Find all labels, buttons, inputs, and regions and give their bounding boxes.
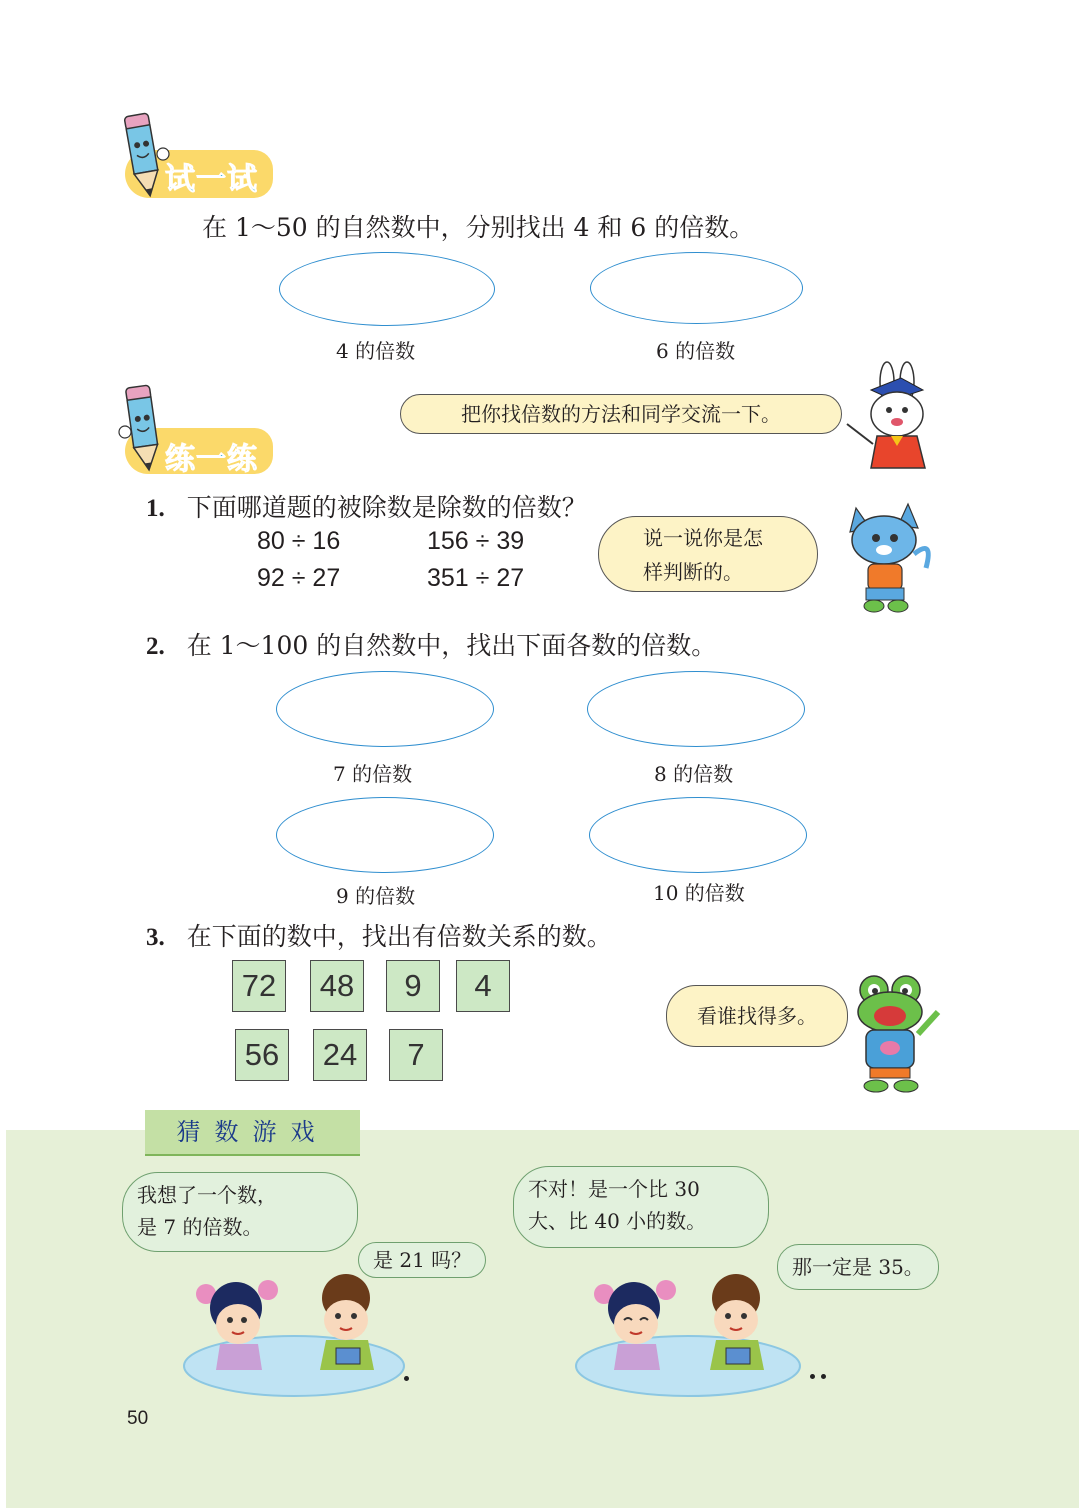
answer-ellipse-9[interactable] <box>276 797 494 873</box>
caption-multiples-9: 9 的倍数 <box>336 884 416 908</box>
cat-speech-bubble <box>598 516 818 592</box>
caption-multiples-7: 7 的倍数 <box>333 762 413 786</box>
answer-ellipse-7[interactable] <box>276 671 494 747</box>
game-label: 猜数游戏 <box>145 1110 360 1156</box>
frog-speech-text: 看谁找得多。 <box>697 1004 817 1028</box>
children-scene-left-icon <box>180 1268 420 1398</box>
children-scene-right-icon <box>570 1268 810 1398</box>
green-frog-icon <box>842 972 942 1094</box>
blue-cat-icon <box>838 498 938 616</box>
page-number: 50 <box>127 1408 149 1429</box>
question-1-text: 下面哪道题的被除数是除数的倍数？ <box>186 493 587 522</box>
number-box-9[interactable]: 9 <box>386 960 440 1012</box>
question-2-number: 2. <box>146 633 165 660</box>
girl-speech-2-line-1: 不对！是一个比 30 <box>528 1177 700 1201</box>
ellipsis-dot-right-2 <box>821 1374 826 1379</box>
expression-80-16: 80 ÷ 16 <box>257 527 341 555</box>
try-prompt: 在 1～50 的自然数中，分别找出 4 和 6 的倍数。 <box>202 213 755 242</box>
girl-speech-1-line-1: 我想了一个数， <box>137 1183 277 1207</box>
caption-multiples-4: 4 的倍数 <box>336 339 416 363</box>
rabbit-speech-bubble <box>400 394 842 434</box>
question-2 <box>146 626 716 662</box>
question-3-number: 3. <box>146 924 165 951</box>
ellipsis-dot-left <box>404 1376 409 1381</box>
answer-ellipse-10[interactable] <box>589 797 807 873</box>
answer-ellipse-8[interactable] <box>587 671 805 747</box>
girl-speech-bubble-1 <box>122 1172 358 1252</box>
caption-multiples-8: 8 的倍数 <box>654 762 734 786</box>
practice-section-badge <box>115 382 275 477</box>
cat-speech-line-1: 说一说你是怎 <box>643 526 763 550</box>
number-box-72[interactable]: 72 <box>232 960 286 1012</box>
question-1-number: 1. <box>146 495 165 522</box>
expression-351-27: 351 ÷ 27 <box>427 564 525 592</box>
ellipsis-dot-right-1 <box>810 1374 815 1379</box>
girl-speech-1-line-2: 是 7 的倍数。 <box>137 1215 263 1239</box>
expression-156-39: 156 ÷ 39 <box>427 527 525 555</box>
caption-multiples-10: 10 的倍数 <box>653 881 745 905</box>
answer-ellipse-4[interactable] <box>279 252 495 326</box>
girl-speech-bubble-2 <box>513 1166 769 1248</box>
question-1 <box>146 488 587 524</box>
cat-speech-line-2: 样判断的。 <box>643 560 743 584</box>
boy-speech-1-text: 是 21 吗？ <box>373 1248 472 1272</box>
frog-speech-bubble <box>666 985 848 1047</box>
caption-multiples-6: 6 的倍数 <box>656 339 736 363</box>
question-3-text: 在下面的数中，找出有倍数关系的数。 <box>186 922 612 951</box>
girl-speech-2-line-2: 大、比 40 小的数。 <box>528 1209 707 1233</box>
try-section-title: 试一试 <box>165 162 258 197</box>
number-box-56[interactable]: 56 <box>235 1029 289 1081</box>
try-section-badge <box>115 110 275 200</box>
rabbit-speech-text: 把你找倍数的方法和同学交流一下。 <box>461 402 781 426</box>
practice-section-title: 练一练 <box>165 442 258 477</box>
question-3 <box>146 917 612 953</box>
boy-speech-2-text: 那一定是 35。 <box>792 1255 924 1279</box>
question-2-text: 在 1～100 的自然数中，找出下面各数的倍数。 <box>186 631 717 660</box>
number-box-7[interactable]: 7 <box>389 1029 443 1081</box>
number-box-4[interactable]: 4 <box>456 960 510 1012</box>
number-box-24[interactable]: 24 <box>313 1029 367 1081</box>
rabbit-teacher-icon <box>845 360 945 472</box>
expression-92-27: 92 ÷ 27 <box>257 564 341 592</box>
answer-ellipse-6[interactable] <box>590 252 803 324</box>
number-box-48[interactable]: 48 <box>310 960 364 1012</box>
